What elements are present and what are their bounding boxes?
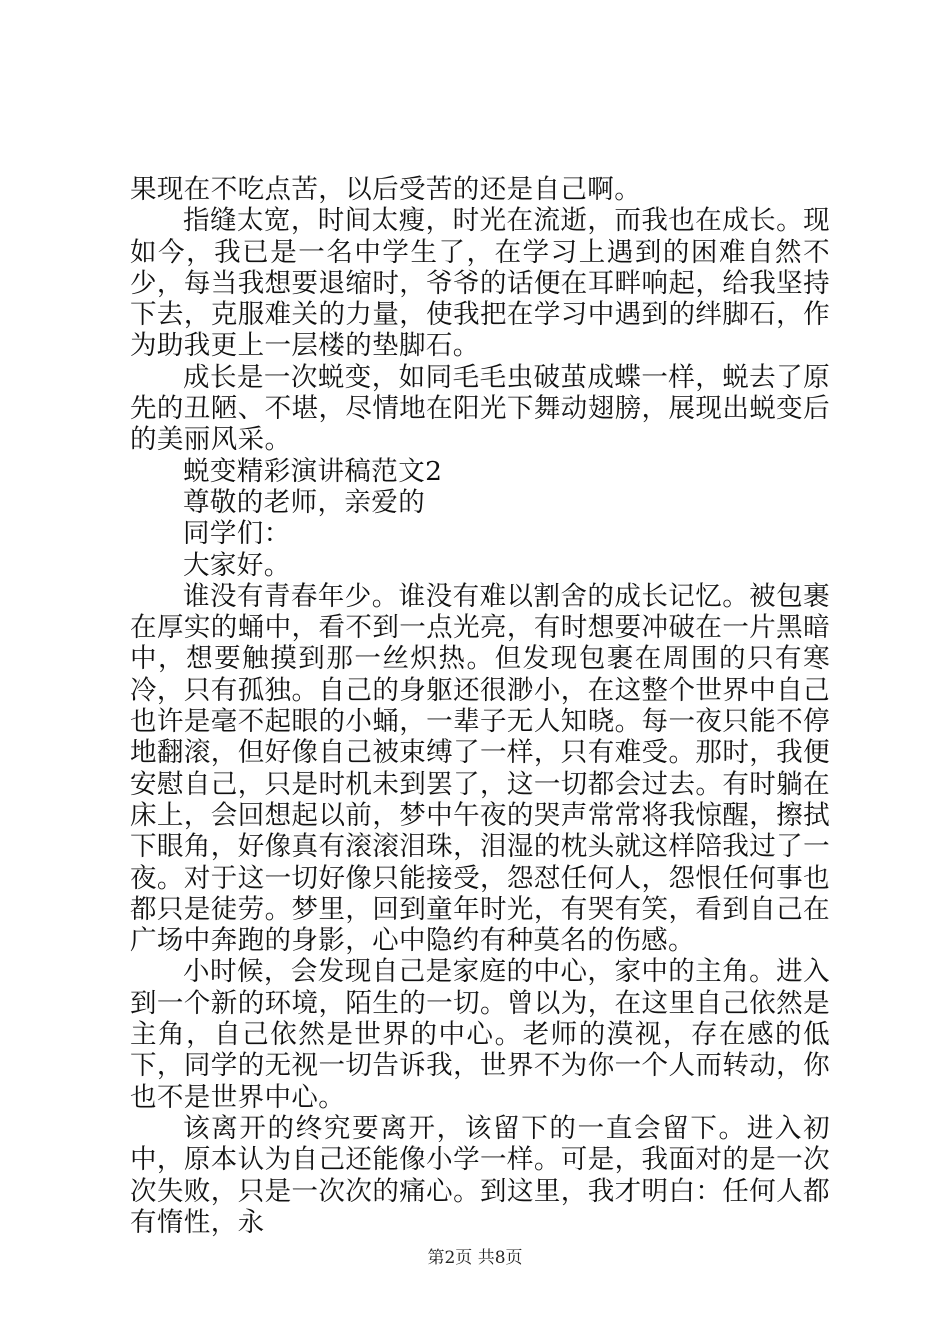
page-number-footer: 第2页 共8页	[427, 1248, 523, 1268]
paragraph: 谁没有青春年少。谁没有难以割舍的成长记忆。被包裹在厚实的蛹中，看不到一点光亮，有时想要冲破在一片黑暗中，想要触摸到那一丝炽热。但发现包裹在周围的只有寒冷，只有孤独。自己的身躯还很渺小，在这整个世界中自己也许是毫不起眼的小蛹，一辈子无人知晓。每一夜只能不停地翻滚，但好像自己被束缚了一样，只有难受。那时，我便安慰自己，只是时机未到罢了，这一切都会过去。有时躺在床上，会回想起以前，梦中午夜的哭声常常将我惊醒，擦拭下眼角，好像真有滚滚泪珠，泪湿的枕头就这样陪我过了一夜。对于这一切好像只能接受，怨怼任何人，怨恨任何事也都只是徒劳。梦里，回到童年时光，有哭有笑，看到自己在广场中奔跑的身影，心中隐约有种莫名的伤感。	[130, 580, 830, 957]
section-title: 蜕变精彩演讲稿范文2	[183, 455, 443, 487]
paragraph: 该离开的终究要离开，该留下的一直会留下。进入初中，原本认为自己还能像小学一样。可是，我面对的是一次次失败，只是一次次的痛心。到这里，我才明白：任何人都有惰性，永	[130, 1112, 830, 1238]
salutation-line: 同学们：	[183, 518, 291, 550]
paragraph: 小时候，会发现自己是家庭的中心，家中的主角。进入到一个新的环境，陌生的一切。曾以为，在这里自己依然是主角，自己依然是世界的中心。老师的漠视，存在感的低下，同学的无视一切告诉我，世界不为你一个人而转动，你也不是世界中心。	[130, 956, 830, 1113]
paragraph: 指缝太宽，时间太瘦，时光在流逝，而我也在成长。现如今，我已是一名中学生了，在学习上遇到的困难自然不少，每当我想要退缩时，爷爷的话便在耳畔响起，给我坚持下去，克服难关的力量，使我把在学习中遇到的绊脚石，作为助我更上一层楼的垫脚石。	[130, 205, 830, 362]
paragraph: 成长是一次蜕变，如同毛毛虫破茧成蝶一样，蜕去了原先的丑陋、不堪，尽情地在阳光下舞动翅膀，展现出蜕变后的美丽风采。	[130, 361, 830, 456]
paragraph: 果现在不吃点苦，以后受苦的还是自己啊。	[130, 174, 642, 205]
document-body	[130, 174, 830, 1238]
salutation-line: 尊敬的老师，亲爱的	[183, 486, 426, 518]
greeting-line: 大家好。	[183, 549, 291, 581]
